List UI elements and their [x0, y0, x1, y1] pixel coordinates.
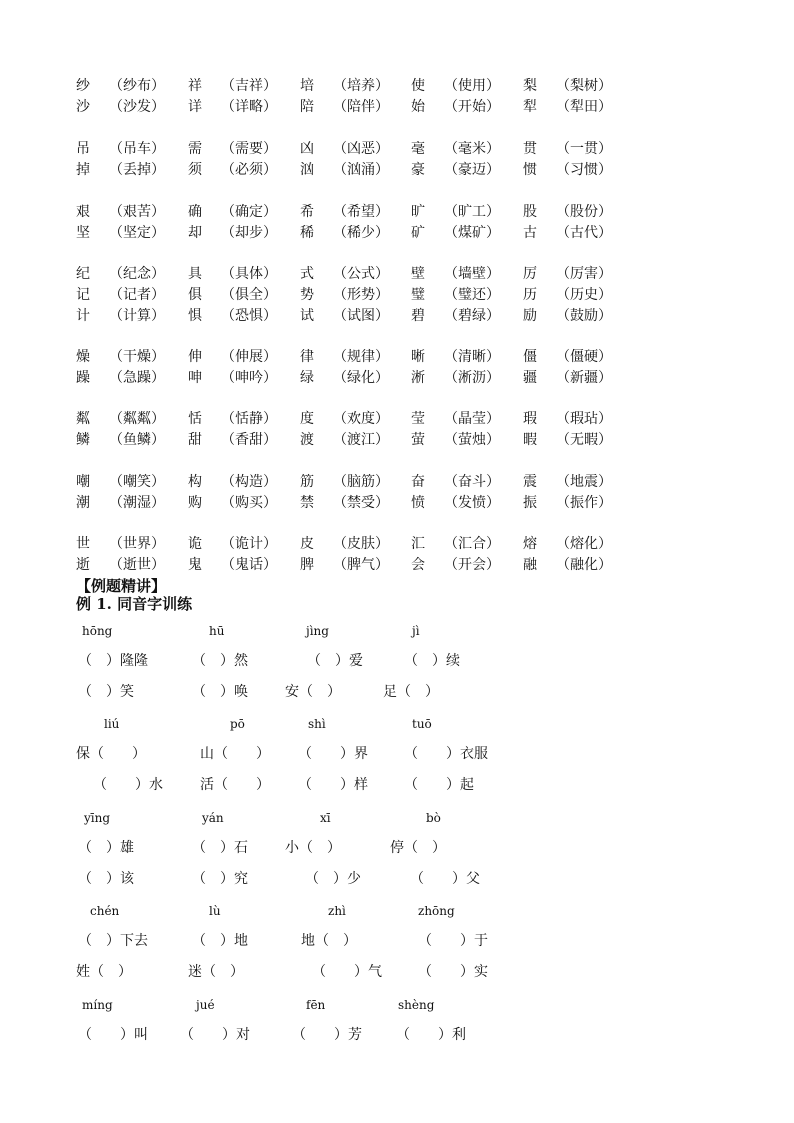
example-word: （碧绿） [444, 308, 500, 324]
homophone-character: 梨 [523, 78, 537, 94]
pinyin-label: lù [209, 904, 221, 918]
fill-in-blank: （ ）气 [312, 964, 382, 980]
homophone-character: 历 [523, 287, 537, 303]
word-row [0, 284, 794, 306]
homophone-character: 古 [523, 225, 537, 241]
word-row [0, 201, 794, 223]
example-word: （凶恶） [333, 141, 389, 157]
example-word: （嘲笑） [109, 474, 165, 490]
example-word: （历史） [556, 287, 612, 303]
example-word: （购买） [221, 495, 277, 511]
homophone-character: 祥 [188, 78, 202, 94]
homophone-character: 希 [300, 204, 314, 220]
pinyin-label: pō [230, 717, 245, 731]
example-word: （僵硬） [556, 349, 612, 365]
homophone-character: 汇 [411, 536, 425, 552]
pinyin-label: yīng [84, 811, 111, 825]
example-word: （香甜） [221, 432, 277, 448]
fill-in-blank: 停（ ） [390, 840, 446, 856]
example-word: （豪迈） [444, 162, 500, 178]
fill-in-blank: （ ）少 [305, 871, 361, 887]
homophone-character: 粼 [76, 411, 90, 427]
example-word: （旷工） [444, 204, 500, 220]
fill-in-blank: （ ）衣服 [404, 746, 488, 762]
example-word: （欢度） [333, 411, 389, 427]
example-word: （规律） [333, 349, 389, 365]
homophone-character: 绿 [300, 370, 314, 386]
example-word: （振作） [556, 495, 612, 511]
homophone-character: 度 [300, 411, 314, 427]
fill-in-blank: （ ）水 [93, 777, 163, 793]
example-word: （绿化） [333, 370, 389, 386]
example-title: 例 1. 同音字训练 [76, 595, 193, 613]
example-word: （萤烛） [444, 432, 500, 448]
homophone-character: 坚 [76, 225, 90, 241]
example-word: （鬼话） [221, 557, 277, 573]
homophone-character: 莹 [411, 411, 425, 427]
example-word: （股份） [556, 204, 612, 220]
homophone-character: 呻 [188, 370, 202, 386]
example-word: （融化） [556, 557, 612, 573]
homophone-character: 厉 [523, 266, 537, 282]
fill-in-blank: 活（ ） [200, 777, 270, 793]
word-row [0, 533, 794, 555]
example-word: （丢掉） [109, 162, 165, 178]
homophone-character: 奋 [411, 474, 425, 490]
homophone-character: 式 [300, 266, 314, 282]
homophone-character: 贯 [523, 141, 537, 157]
example-word: （脑筋） [333, 474, 389, 490]
example-word: （汇合） [444, 536, 500, 552]
example-word: （厉害） [556, 266, 612, 282]
example-word: （公式） [333, 266, 389, 282]
example-word: （渡江） [333, 432, 389, 448]
example-word: （毫米） [444, 141, 500, 157]
homophone-character: 计 [76, 308, 90, 324]
example-word: （逝世） [109, 557, 165, 573]
homophone-character: 具 [188, 266, 202, 282]
example-word: （开始） [444, 99, 500, 115]
homophone-character: 世 [76, 536, 90, 552]
example-word: （沙发） [109, 99, 165, 115]
pinyin-label: tuō [412, 717, 432, 731]
example-word: （记者） [109, 287, 165, 303]
word-row [0, 492, 794, 514]
pinyin-label: zhōng [418, 904, 455, 918]
example-word: （奋斗） [444, 474, 500, 490]
homophone-character: 渡 [300, 432, 314, 448]
homophone-character: 记 [76, 287, 90, 303]
pinyin-label: yán [202, 811, 224, 825]
pinyin-label: jìng [306, 624, 329, 638]
homophone-character: 躁 [76, 370, 90, 386]
example-word: （皮肤） [333, 536, 389, 552]
example-word: （纱布） [109, 78, 165, 94]
example-word: （清晰） [444, 349, 500, 365]
homophone-character: 纪 [76, 266, 90, 282]
homophone-character: 暇 [523, 432, 537, 448]
homophone-character: 鬼 [188, 557, 202, 573]
word-row [0, 346, 794, 368]
pinyin-label: liú [104, 717, 120, 731]
homophone-character: 嘲 [76, 474, 90, 490]
homophone-character: 却 [188, 225, 202, 241]
example-word: （晶莹） [444, 411, 500, 427]
homophone-character: 豪 [411, 162, 425, 178]
fill-in-blank: （ ）隆隆 [78, 653, 148, 669]
homophone-character: 璧 [411, 287, 425, 303]
homophone-character: 掉 [76, 162, 90, 178]
homophone-character: 诡 [188, 536, 202, 552]
example-word: （犁田） [556, 99, 612, 115]
word-row [0, 408, 794, 430]
homophone-character: 确 [188, 204, 202, 220]
word-row [0, 429, 794, 451]
homophone-character: 凶 [300, 141, 314, 157]
homophone-character: 始 [411, 99, 425, 115]
example-word: （确定） [221, 204, 277, 220]
example-word: （粼粼） [109, 411, 165, 427]
pinyin-label: hū [209, 624, 225, 638]
pinyin-label: jì [412, 624, 420, 638]
example-word: （吉祥） [221, 78, 277, 94]
pinyin-label: xī [320, 811, 331, 825]
fill-in-blank: （ ）实 [418, 964, 488, 980]
example-word: （试图） [333, 308, 389, 324]
example-word: （恬静） [221, 411, 277, 427]
homophone-character: 励 [523, 308, 537, 324]
homophone-character: 构 [188, 474, 202, 490]
fill-in-blank: 地（ ） [301, 933, 357, 949]
example-word: （无暇） [556, 432, 612, 448]
example-word: （必须） [221, 162, 277, 178]
word-row [0, 96, 794, 118]
example-word: （习惯） [556, 162, 612, 178]
example-word: （伸展） [221, 349, 277, 365]
fill-in-blank: 姓（ ） [76, 964, 132, 980]
example-word: （潮湿） [109, 495, 165, 511]
example-word: （鼓励） [556, 308, 612, 324]
pinyin-label: hōng [82, 624, 113, 638]
homophone-character: 惧 [188, 308, 202, 324]
homophone-character: 需 [188, 141, 202, 157]
homophone-character: 瑕 [523, 411, 537, 427]
example-word: （新疆） [556, 370, 612, 386]
example-word: （梨树） [556, 78, 612, 94]
homophone-character: 试 [300, 308, 314, 324]
example-word: （煤矿） [444, 225, 500, 241]
section-title: 【例题精讲】 [76, 577, 167, 595]
fill-in-blank: （ ）笑 [78, 684, 134, 700]
example-word: （形势） [333, 287, 389, 303]
fill-in-blank: 迷（ ） [188, 964, 244, 980]
example-word: （熔化） [556, 536, 612, 552]
homophone-character: 毫 [411, 141, 425, 157]
homophone-character: 皮 [300, 536, 314, 552]
homophone-character: 详 [188, 99, 202, 115]
example-word: （汹涌） [333, 162, 389, 178]
example-word: （需要） [221, 141, 277, 157]
homophone-character: 会 [411, 557, 425, 573]
homophone-character: 稀 [300, 225, 314, 241]
example-word: （呻吟） [221, 370, 277, 386]
fill-in-blank: （ ）然 [192, 653, 248, 669]
homophone-character: 脾 [300, 557, 314, 573]
homophone-character: 纱 [76, 78, 90, 94]
example-word: （地震） [556, 474, 612, 490]
homophone-character: 俱 [188, 287, 202, 303]
pinyin-label: míng [82, 998, 113, 1012]
example-word: （详略） [221, 99, 277, 115]
pinyin-label: shèng [398, 998, 435, 1012]
fill-in-blank: 小（ ） [285, 840, 341, 856]
homophone-character: 旷 [411, 204, 425, 220]
homophone-character: 禁 [300, 495, 314, 511]
word-row [0, 263, 794, 285]
example-word: （培养） [333, 78, 389, 94]
fill-in-blank: （ ）唤 [192, 684, 248, 700]
fill-in-blank: （ ）界 [298, 746, 368, 762]
fill-in-blank: （ ）雄 [78, 840, 134, 856]
homophone-character: 购 [188, 495, 202, 511]
example-word: （纪念） [109, 266, 165, 282]
example-word: （希望） [333, 204, 389, 220]
homophone-character: 吊 [76, 141, 90, 157]
example-word: （瑕玷） [556, 411, 612, 427]
word-row [0, 75, 794, 97]
homophone-character: 筋 [300, 474, 314, 490]
example-word: （发愤） [444, 495, 500, 511]
homophone-character: 壁 [411, 266, 425, 282]
word-row [0, 554, 794, 576]
word-row [0, 159, 794, 181]
example-word: （使用） [444, 78, 500, 94]
pinyin-label: chén [90, 904, 120, 918]
example-word: （构造） [221, 474, 277, 490]
example-word: （却步） [221, 225, 277, 241]
word-row [0, 222, 794, 244]
homophone-character: 潮 [76, 495, 90, 511]
homophone-character: 矿 [411, 225, 425, 241]
homophone-character: 惯 [523, 162, 537, 178]
example-word: （诡计） [221, 536, 277, 552]
homophone-character: 艰 [76, 204, 90, 220]
homophone-character: 犁 [523, 99, 537, 115]
homophone-character: 萤 [411, 432, 425, 448]
fill-in-blank: （ ）下去 [78, 933, 148, 949]
example-word: （俱全） [221, 287, 277, 303]
fill-in-blank: （ ）父 [410, 871, 480, 887]
homophone-character: 沙 [76, 99, 90, 115]
fill-in-blank: （ ）地 [192, 933, 248, 949]
pinyin-label: bò [426, 811, 441, 825]
homophone-character: 势 [300, 287, 314, 303]
pinyin-label: fēn [306, 998, 326, 1012]
word-row [0, 471, 794, 493]
homophone-character: 淅 [411, 370, 425, 386]
homophone-character: 愤 [411, 495, 425, 511]
example-word: （一贯） [556, 141, 612, 157]
homophone-character: 律 [300, 349, 314, 365]
fill-in-blank: （ ）石 [192, 840, 248, 856]
word-row [0, 138, 794, 160]
homophone-character: 陪 [300, 99, 314, 115]
homophone-character: 股 [523, 204, 537, 220]
example-word: （吊车） [109, 141, 165, 157]
example-word: （具体） [221, 266, 277, 282]
homophone-character: 培 [300, 78, 314, 94]
fill-in-blank: （ ）该 [78, 871, 134, 887]
example-word: （坚定） [109, 225, 165, 241]
pinyin-label: shì [308, 717, 326, 731]
example-word: （古代） [556, 225, 612, 241]
fill-in-blank: （ ）起 [404, 777, 474, 793]
example-word: （脾气） [333, 557, 389, 573]
homophone-character: 须 [188, 162, 202, 178]
pinyin-label: jué [196, 998, 215, 1012]
example-word: （艰苦） [109, 204, 165, 220]
fill-in-blank: （ ）于 [418, 933, 488, 949]
fill-in-blank: （ ）芳 [292, 1027, 362, 1043]
example-word: （恐惧） [221, 308, 277, 324]
homophone-character: 碧 [411, 308, 425, 324]
example-word: （世界） [109, 536, 165, 552]
fill-in-blank: （ ）续 [404, 653, 460, 669]
example-word: （陪伴） [333, 99, 389, 115]
example-word: （开会） [444, 557, 500, 573]
homophone-character: 熔 [523, 536, 537, 552]
example-word: （鱼鳞） [109, 432, 165, 448]
homophone-character: 晰 [411, 349, 425, 365]
homophone-character: 融 [523, 557, 537, 573]
fill-in-blank: 足（ ） [383, 684, 439, 700]
fill-in-blank: （ ）爱 [307, 653, 363, 669]
homophone-character: 震 [523, 474, 537, 490]
fill-in-blank: 山（ ） [200, 746, 270, 762]
example-word: （稀少） [333, 225, 389, 241]
word-row [0, 367, 794, 389]
fill-in-blank: （ ）叫 [78, 1027, 148, 1043]
homophone-character: 恬 [188, 411, 202, 427]
homophone-character: 甜 [188, 432, 202, 448]
homophone-character: 僵 [523, 349, 537, 365]
example-word: （璧还） [444, 287, 500, 303]
homophone-character: 燥 [76, 349, 90, 365]
fill-in-blank: 保（ ） [76, 746, 146, 762]
pinyin-label: zhì [328, 904, 346, 918]
homophone-character: 汹 [300, 162, 314, 178]
fill-in-blank: （ ）究 [192, 871, 248, 887]
fill-in-blank: （ ）利 [396, 1027, 466, 1043]
example-word: （淅沥） [444, 370, 500, 386]
word-row [0, 305, 794, 327]
homophone-character: 疆 [523, 370, 537, 386]
homophone-character: 使 [411, 78, 425, 94]
homophone-character: 振 [523, 495, 537, 511]
fill-in-blank: 安（ ） [285, 684, 341, 700]
example-word: （禁受） [333, 495, 389, 511]
example-word: （干燥） [109, 349, 165, 365]
fill-in-blank: （ ）样 [298, 777, 368, 793]
homophone-character: 逝 [76, 557, 90, 573]
homophone-character: 鳞 [76, 432, 90, 448]
example-word: （计算） [109, 308, 165, 324]
example-word: （急躁） [109, 370, 165, 386]
homophone-character: 伸 [188, 349, 202, 365]
fill-in-blank: （ ）对 [180, 1027, 250, 1043]
example-word: （墙壁） [444, 266, 500, 282]
